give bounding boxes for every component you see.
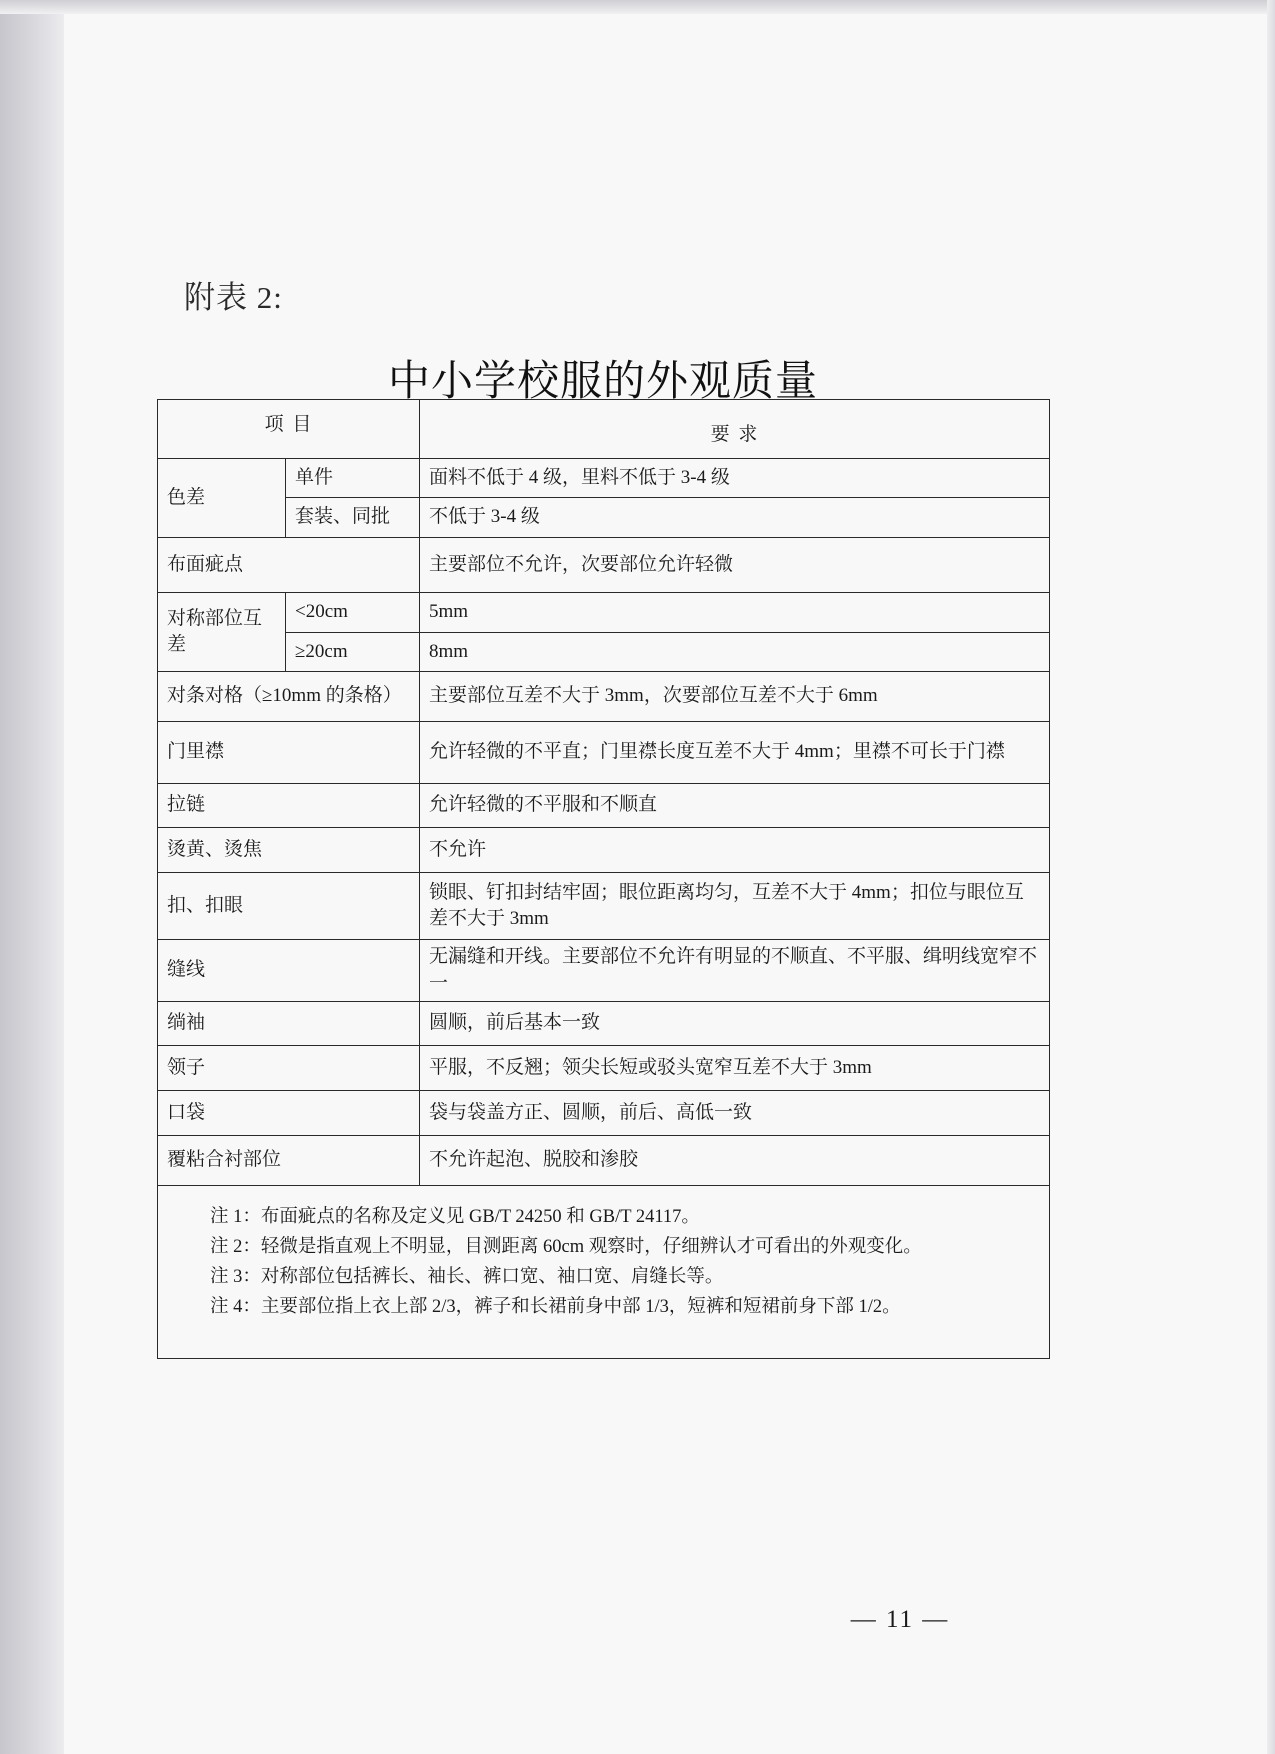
row-item: 拉链: [158, 784, 420, 828]
row-requirement: 8mm: [420, 633, 1050, 672]
row-item: 烫黄、烫焦: [158, 828, 420, 873]
table-row: [158, 1046, 1050, 1091]
page-number: — 11 —: [850, 1606, 950, 1633]
note-4: 注 4：主要部位指上衣上部 2/3，裤子和长裙前身中部 1/3，短裤和短裙前身下部 1/2。: [210, 1297, 901, 1317]
table-row: [158, 722, 1050, 784]
note-1: 注 1：布面疵点的名称及定义见 GB/T 24250 和 GB/T 24117。: [210, 1207, 700, 1227]
row-subitem: <20cm: [286, 593, 420, 633]
row-requirement: 锁眼、钉扣封结牢固；眼位距离均匀，互差不大于 4mm；扣位与眼位互差不大于 3mm: [420, 873, 1050, 940]
notes-row: [158, 1186, 1050, 1359]
annex-label: 附表 2:: [184, 280, 283, 315]
row-requirement: 平服，不反翘；领尖长短或驳头宽窄互差不大于 3mm: [420, 1046, 1050, 1091]
table-row: [158, 672, 1050, 722]
table-row: [158, 1091, 1050, 1136]
row-requirement: 不允许起泡、脱胶和渗胶: [420, 1136, 1050, 1186]
table-row: [158, 498, 1050, 538]
table-header-row: [158, 400, 1050, 459]
row-item: 领子: [158, 1046, 420, 1091]
table-row: [158, 940, 1050, 1002]
row-subitem: 套装、同批: [286, 498, 420, 538]
row-item: 绱袖: [158, 1002, 420, 1046]
scan-left-edge: [0, 0, 64, 1754]
row-requirement: 圆顺，前后基本一致: [420, 1002, 1050, 1046]
row-requirement: 袋与袋盖方正、圆顺，前后、高低一致: [420, 1091, 1050, 1136]
table-row: [158, 633, 1050, 672]
row-item: 口袋: [158, 1091, 420, 1136]
table-row: [158, 784, 1050, 828]
row-requirement: 允许轻微的不平服和不顺直: [420, 784, 1050, 828]
row-requirement: 主要部位互差不大于 3mm，次要部位互差不大于 6mm: [420, 672, 1050, 722]
scan-top-edge: [0, 0, 1275, 14]
row-requirement: 不允许: [420, 828, 1050, 873]
row-requirement: 无漏缝和开线。主要部位不允许有明显的不顺直、不平服、缉明线宽窄不一: [420, 940, 1050, 1002]
table-row: [158, 828, 1050, 873]
table-row: [158, 1002, 1050, 1046]
row-item: 覆粘合衬部位: [158, 1136, 420, 1186]
header-requirement: 要 求: [420, 400, 1050, 459]
document-title: 中小学校服的外观质量: [387, 356, 818, 405]
row-requirement: 主要部位不允许，次要部位允许轻微: [420, 538, 1050, 593]
table-row: [158, 873, 1050, 940]
row-item: 对称部位互差: [158, 593, 286, 672]
row-requirement: 5mm: [420, 593, 1050, 633]
row-item: 门里襟: [158, 722, 420, 784]
row-subitem: ≥20cm: [286, 633, 420, 672]
row-item: 布面疵点: [158, 538, 420, 593]
table-row: [158, 538, 1050, 593]
appearance-quality-table: [157, 399, 1050, 1359]
header-item: 项 目: [158, 400, 420, 459]
table-row: [158, 459, 1050, 498]
scan-right-edge: [1267, 0, 1275, 1754]
row-item: 对条对格（≥10mm 的条格）: [158, 672, 420, 722]
table-row: [158, 593, 1050, 633]
row-requirement: 不低于 3-4 级: [420, 498, 1050, 538]
note-2: 注 2：轻微是指直观上不明显，目测距离 60cm 观察时，仔细辨认才可看出的外观变化。: [210, 1237, 922, 1257]
row-requirement: 允许轻微的不平直；门里襟长度互差不大于 4mm；里襟不可长于门襟: [420, 722, 1050, 784]
table-row: [158, 1136, 1050, 1186]
row-requirement: 面料不低于 4 级，里料不低于 3-4 级: [420, 459, 1050, 498]
row-item: 色差: [158, 459, 286, 538]
note-3: 注 3：对称部位包括裤长、袖长、裤口宽、袖口宽、肩缝长等。: [210, 1267, 724, 1287]
row-item: 缝线: [158, 940, 420, 1002]
notes-cell: [158, 1186, 1050, 1359]
row-item: 扣、扣眼: [158, 873, 420, 940]
row-subitem: 单件: [286, 459, 420, 498]
